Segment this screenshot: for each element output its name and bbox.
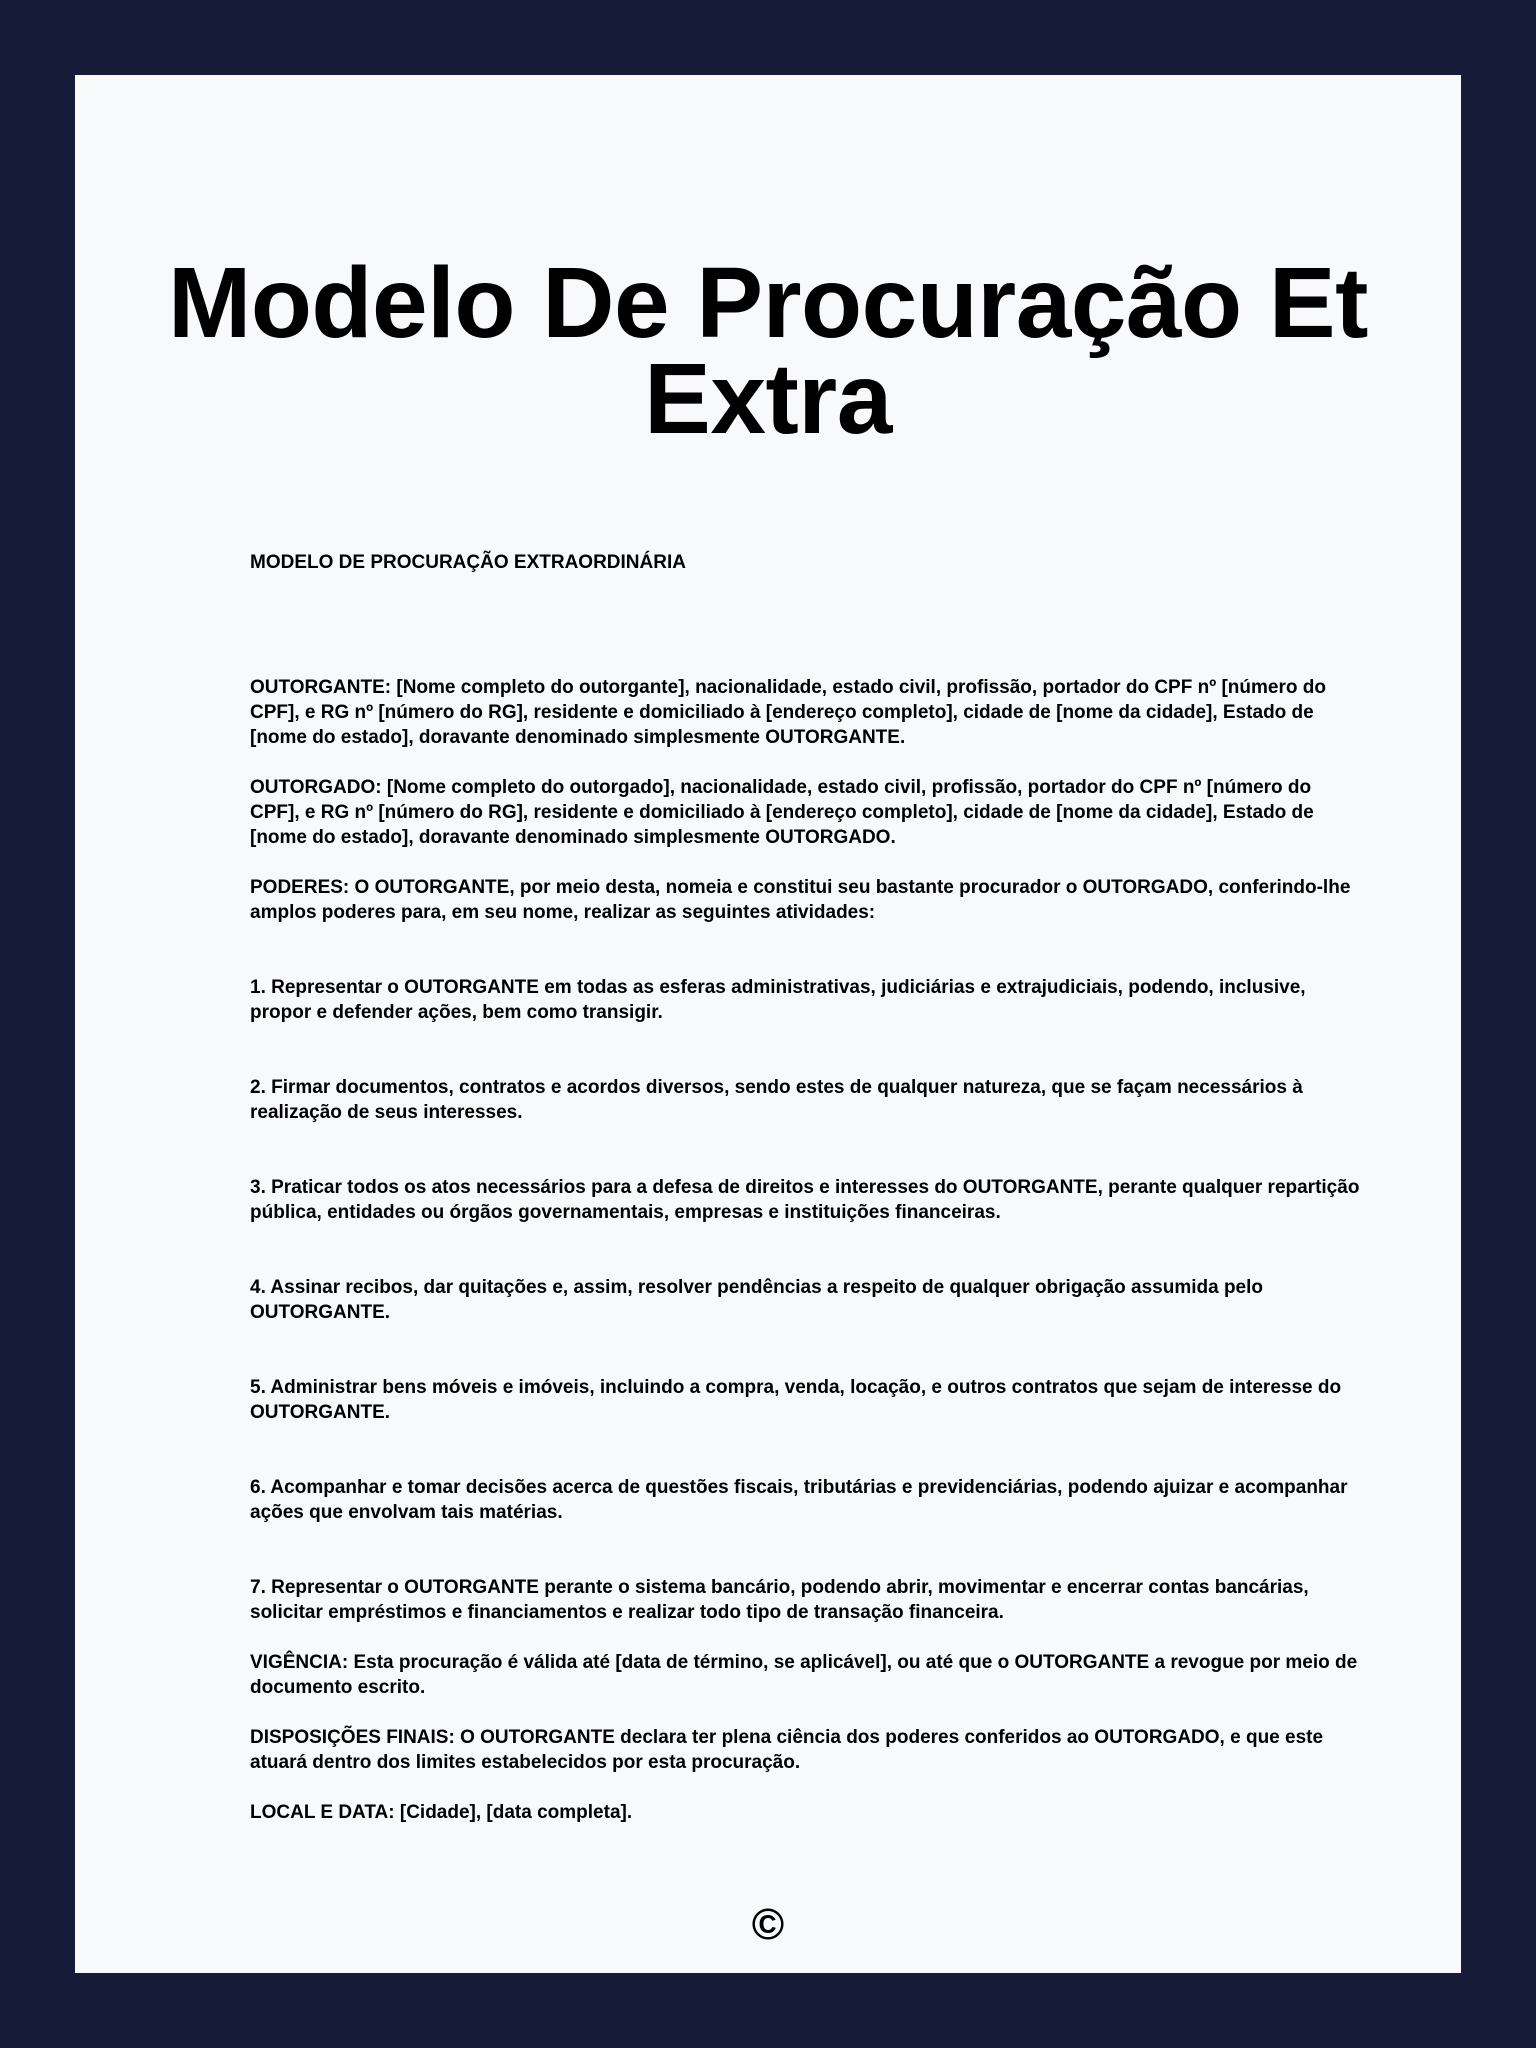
list-item: 7. Representar o OUTORGANTE perante o sistema bancário, podendo abrir, movimentar e encerrar contas bancárias, solicitar empréstimos e financiamentos e realizar todo tipo de transação financeira. (250, 1577, 1309, 1623)
list-item: 2. Firmar documentos, contratos e acordos diversos, sendo estes de qualquer natureza, que se façam necessários à realização de seus interesses. (250, 1077, 1303, 1123)
list-item: 6. Acompanhar e tomar decisões acerca de questões fiscais, tributárias e previdenciárias, podendo ajuizar e acompanhar ações que envolvam tais matérias. (250, 1477, 1348, 1523)
document-heading: MODELO DE PROCURAÇÃO EXTRAORDINÁRIA (250, 552, 686, 573)
poderes-paragraph: PODERES: O OUTORGANTE, por meio desta, nomeia e constitui seu bastante procurador o OUTORGADO, conferindo-lhe amplos poderes para, em seu nome, realizar as seguintes atividades: (250, 877, 1351, 923)
outorgado-paragraph: OUTORGADO: [Nome completo do outorgado], nacionalidade, estado civil, profissão, portador do CPF nº [número do CPF], e RG nº [número do RG], residente e domiciliado à [endereço completo], cidade de [nome da cidade], Estado de [nome do estado], doravante denominado simplesmente OUTORGADO. (250, 777, 1314, 848)
list-item: 5. Administrar bens móveis e imóveis, incluindo a compra, venda, locação, e outros contratos que sejam de interesse do OUTORGANTE. (250, 1377, 1342, 1423)
disposicoes-paragraph: DISPOSIÇÕES FINAIS: O OUTORGANTE declara ter plena ciência dos poderes conferidos ao OUTORGADO, e que este atuará dentro dos limites estabelecidos por esta procuração. (250, 1727, 1324, 1773)
document-page (75, 75, 1461, 1973)
local-data-paragraph: LOCAL E DATA: [Cidade], [data completa]. (250, 1802, 633, 1823)
list-item: 4. Assinar recibos, dar quitações e, assim, resolver pendências a respeito de qualquer obrigação assumida pelo OUTORGANTE. (250, 1277, 1264, 1323)
vigencia-paragraph: VIGÊNCIA: Esta procuração é válida até [data de término, se aplicável], ou até que o OUTORGANTE a revogue por meio de documento escrito. (250, 1652, 1358, 1698)
copyright-icon: © (751, 1900, 785, 1949)
list-item: 3. Praticar todos os atos necessários para a defesa de direitos e interesses do OUTORGANTE, perante qualquer repartição pública, entidades ou órgãos governamentais, empresas e instituições financeiras. (250, 1177, 1360, 1223)
outorgante-paragraph: OUTORGANTE: [Nome completo do outorgante], nacionalidade, estado civil, profissão, portador do CPF nº [número do CPF], e RG nº [número do RG], residente e domiciliado à [endereço completo], cidade de [nome da cidade], Estado de [nome do estado], doravante denominado simplesmente OUTORGANTE. (250, 677, 1326, 748)
page-title: Modelo De Procuração Et Extra (168, 247, 1368, 455)
list-item: 1. Representar o OUTORGANTE em todas as esferas administrativas, judiciárias e extrajudiciais, podendo, inclusive, propor e defender ações, bem como transigir. (250, 977, 1306, 1023)
